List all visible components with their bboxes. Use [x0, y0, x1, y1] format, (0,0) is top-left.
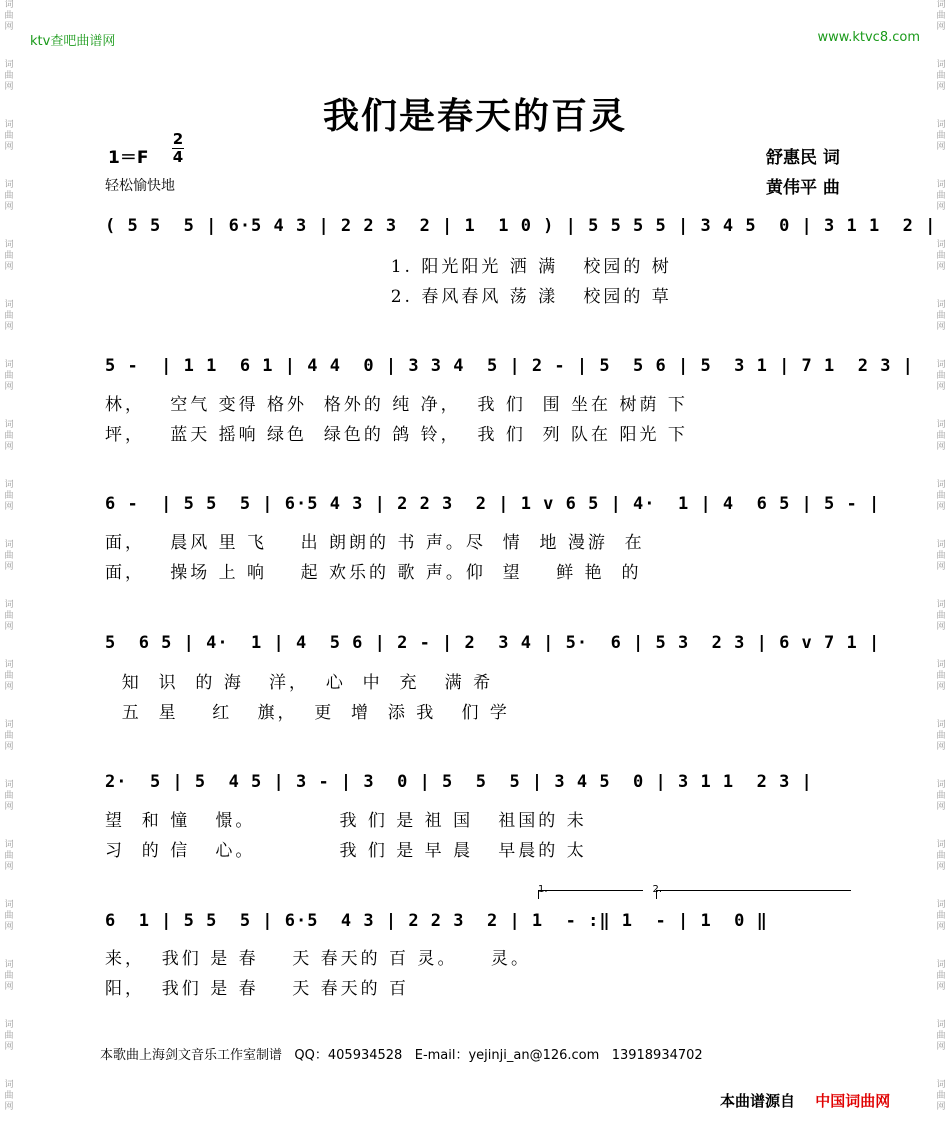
side-watermark-text: 词 曲 网: [4, 720, 14, 752]
side-watermark-text: 词 曲 网: [936, 420, 946, 452]
side-watermark-text: 词 曲 网: [4, 1020, 14, 1052]
time-signature: [172, 131, 184, 166]
side-watermark-text: 词 曲 网: [936, 60, 946, 92]
footer-studio: 本歌曲上海剑文音乐工作室制谱: [100, 1048, 283, 1063]
side-watermark-text: 词 曲 网: [936, 120, 946, 152]
meter-top: 2: [172, 130, 184, 148]
side-watermark-text: 词 曲 网: [936, 600, 946, 632]
lyric-line-1-verse-2: 2. 春风春风 荡 漾 校园的 草: [105, 287, 672, 307]
side-watermark-text: 词 曲 网: [936, 660, 946, 692]
side-watermark-text: 词 曲 网: [4, 180, 14, 212]
footer-email: E-mail：yejinji_an@126.com: [414, 1048, 600, 1063]
lyric-line-5-verse-2: 习 的 信 心。 我 们 是 早 晨 早晨的 太: [105, 841, 587, 861]
side-watermark-text: 词 曲 网: [4, 480, 14, 512]
second-ending-bracket: [656, 890, 851, 899]
side-watermark-text: 词 曲 网: [4, 840, 14, 872]
lyric-line-3-verse-2: 面， 操场 上 响 起 欢乐的 歌 声。仰 望 鲜 艳 的: [105, 563, 642, 583]
side-watermark-text: 词 曲 网: [4, 1080, 14, 1112]
side-watermark-text: 词 曲 网: [4, 900, 14, 932]
key-signature: 1＝F: [108, 148, 149, 168]
ending-labels: [538, 884, 662, 895]
side-watermark-text: 词 曲 网: [4, 420, 14, 452]
second-ending-label: 2.: [652, 884, 663, 895]
side-watermark-text: 词 曲 网: [4, 960, 14, 992]
lyric-line-6-verse-1: 来， 我们 是 春 天 春天的 百 灵。 灵。: [105, 949, 532, 969]
side-watermark-text: 词 曲 网: [4, 660, 14, 692]
lyric-line-3-verse-1: 面， 晨风 里 飞 出 朗朗的 书 声。尽 情 地 漫游 在: [105, 533, 645, 553]
tempo-marking: 轻松愉快地: [105, 178, 175, 194]
source-credit: [720, 1090, 890, 1111]
lyric-line-4-verse-1: 知 识 的 海 洋， 心 中 充 满 希: [105, 673, 494, 693]
side-watermark-text: 词 曲 网: [936, 540, 946, 572]
side-watermark-text: 词 曲 网: [4, 0, 14, 32]
lyric-line-6-verse-2: 阳， 我们 是 春 天 春天的 百: [105, 979, 410, 999]
site-watermark-left: ktv查吧曲谱网: [30, 34, 116, 49]
lyricist-credit: 舒惠民 词: [766, 148, 840, 168]
notation-line-4: 5 6 5 | 4· 1 | 4 5 6 | 2 - | 2 3 4 | 5· 6 | 5 3 2 3 | 6 v 7 1 |: [105, 633, 881, 653]
side-watermark-text: 词 曲 网: [4, 540, 14, 572]
right-side-watermark: [932, 0, 950, 1136]
site-watermark-right: www.ktvc8.com: [817, 30, 920, 45]
composer-credit: 黄伟平 曲: [766, 178, 840, 198]
side-watermark-text: 词 曲 网: [936, 960, 946, 992]
source-site: 中国词曲网: [815, 1092, 891, 1110]
footer-credits: [100, 1044, 703, 1063]
song-title: 我们是春天的百灵: [322, 95, 627, 137]
side-watermark-text: 词 曲 网: [936, 900, 946, 932]
lyric-line-4-verse-2: 五 星 红 旗， 更 增 添 我 们 学: [105, 703, 510, 723]
side-watermark-text: 词 曲 网: [936, 0, 946, 32]
lyric-line-2-verse-1: 林， 空气 变得 格外 格外的 纯 净， 我 们 围 坐在 树荫 下: [105, 395, 688, 415]
left-side-watermark: [0, 0, 18, 1136]
meter-bottom: 4: [172, 148, 184, 166]
source-prefix: 本曲谱源自: [720, 1092, 796, 1110]
side-watermark-text: 词 曲 网: [4, 600, 14, 632]
notation-line-6: 6 1 | 5 5 5 | 6·5 4 3 | 2 2 3 2 | 1 - :‖ 1 - | 1 0 ‖: [105, 911, 768, 931]
side-watermark-text: 词 曲 网: [936, 1080, 946, 1112]
side-watermark-text: 词 曲 网: [936, 360, 946, 392]
side-watermark-text: 词 曲 网: [936, 1020, 946, 1052]
side-watermark-text: 词 曲 网: [4, 60, 14, 92]
side-watermark-text: 词 曲 网: [936, 720, 946, 752]
side-watermark-text: 词 曲 网: [4, 780, 14, 812]
notation-line-3: 6 - | 5 5 5 | 6·5 4 3 | 2 2 3 2 | 1 v 6 5 | 4· 1 | 4 6 5 | 5 - |: [105, 494, 881, 514]
lyric-line-5-verse-1: 望 和 憧 憬。 我 们 是 祖 国 祖国的 未: [105, 811, 587, 831]
side-watermark-text: 词 曲 网: [4, 360, 14, 392]
side-watermark-text: 词 曲 网: [4, 240, 14, 272]
side-watermark-text: 词 曲 网: [936, 840, 946, 872]
first-ending-label: 1.: [538, 884, 548, 895]
side-watermark-text: 词 曲 网: [936, 480, 946, 512]
side-watermark-text: 词 曲 网: [4, 120, 14, 152]
side-watermark-text: 词 曲 网: [936, 780, 946, 812]
side-watermark-text: 词 曲 网: [936, 300, 946, 332]
lyric-line-1-verse-1: 1. 阳光阳光 洒 满 校园的 树: [105, 257, 672, 277]
lyric-line-2-verse-2: 坪， 蓝天 摇响 绿色 绿色的 鸽 铃， 我 们 列 队在 阳光 下: [105, 425, 688, 445]
footer-qq: QQ：405934528: [294, 1048, 403, 1063]
notation-line-1: ( 5 5 5 | 6·5 4 3 | 2 2 3 2 | 1 1 0 ) | 5 5 5 5 | 3 4 5 0 | 3 1 1 2 |: [105, 216, 937, 236]
side-watermark-text: 词 曲 网: [4, 300, 14, 332]
footer-phone: 13918934702: [611, 1048, 703, 1063]
side-watermark-text: 词 曲 网: [936, 240, 946, 272]
side-watermark-text: 词 曲 网: [936, 180, 946, 212]
notation-line-5: 2· 5 | 5 4 5 | 3 - | 3 0 | 5 5 5 | 3 4 5 0 | 3 1 1 2 3 |: [105, 772, 813, 792]
notation-line-2: 5 - | 1 1 6 1 | 4 4 0 | 3 3 4 5 | 2 - | 5 5 6 | 5 3 1 | 7 1 2 3 |: [105, 356, 914, 376]
